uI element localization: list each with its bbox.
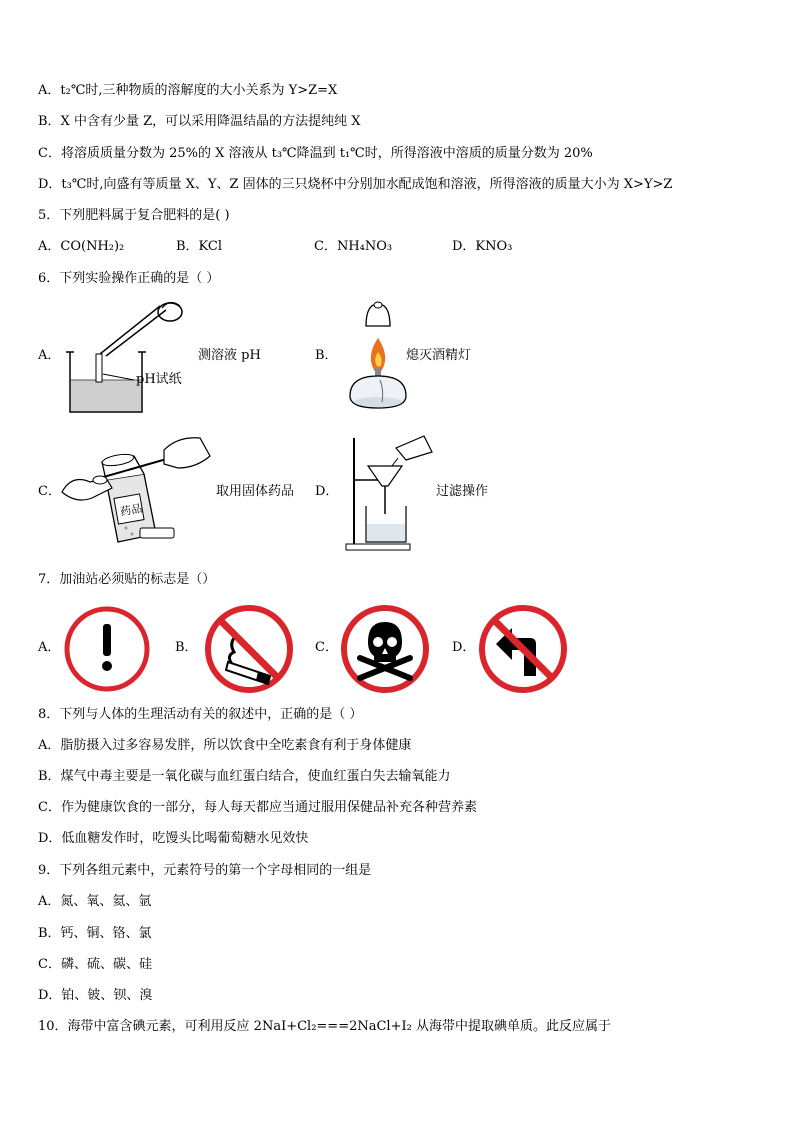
no-smoking-sign-icon	[204, 604, 294, 694]
ph-paper-label: pH试纸	[136, 372, 182, 387]
q6-option-a: A．	[38, 348, 61, 363]
q6-c-caption: 取用固体药品	[216, 484, 295, 499]
q5-option-d: D．KNO₃	[452, 239, 513, 254]
q6-d-caption: 过滤操作	[436, 484, 489, 499]
q10-stem: 10．海带中富含碘元素，可利用反应 2NaI+Cl₂===2NaCl+I₂ 从海带中提取碘单质。此反应属于	[38, 1019, 611, 1034]
q5-stem: 5．下列肥料属于复合肥料的是( )	[38, 208, 230, 223]
q4-option-c: C．将溶质质量分数为 25%的 X 溶液从 t₃℃降温到 t₁℃时，所得溶液中溶质的质量分数为 20%	[38, 146, 593, 161]
exclamation-warning-sign-icon	[64, 606, 150, 692]
hand-spoon-reagent-bottle-icon	[60, 430, 212, 548]
q9-option-d: D．铂、铍、钡、溴	[38, 988, 153, 1003]
q9-option-c: C．磷、硫、碳、硅	[38, 957, 152, 972]
q9-option-b: B．钙、铜、铬、氯	[38, 926, 152, 941]
q7-stem: 7．加油站必须贴的标志是（）	[38, 572, 216, 587]
alcohol-lamp-cap-icon	[340, 296, 410, 414]
q5-option-a: A．CO(NH₂)₂	[38, 239, 125, 254]
q9-option-a: A．氮、氧、氦、氩	[38, 894, 152, 909]
q6-b-caption: 熄灭酒精灯	[406, 348, 472, 363]
q5-option-b: B．KCl	[176, 239, 223, 254]
q7-option-c: C．	[315, 640, 338, 655]
q7-option-b: B．	[175, 640, 198, 655]
q7-option-d: D．	[452, 640, 476, 655]
q4-option-a: A．t₂℃时,三种物质的溶解度的大小关系为 Y>Z=X	[38, 83, 338, 98]
q8-stem: 8．下列与人体的生理活动有关的叙述中，正确的是（ ）	[38, 707, 363, 722]
q4-option-d: D．t₃℃时,向盛有等质量 X、Y、Z 固体的三只烧杯中分别加水配成饱和溶液，所得溶液的质量大小为 X>Y>Z	[38, 177, 673, 192]
q8-option-d: D．低血糖发作时，吃馒头比喝葡萄糖水见效快	[38, 831, 309, 846]
q9-stem: 9．下列各组元素中，元素符号的第一个字母相同的一组是	[38, 863, 372, 878]
q8-option-c: C．作为健康饮食的一部分，每人每天都应当通过服用保健品补充各种营养素	[38, 800, 477, 815]
filtration-stand-funnel-icon	[340, 430, 440, 554]
q4-option-b: B．X 中含有少量 Z，可以采用降温结晶的方法提纯纯 X	[38, 114, 361, 129]
no-left-turn-sign-icon	[478, 604, 568, 694]
q6-option-b: B．	[315, 348, 338, 363]
q5-option-c: C．NH₄NO₃	[314, 239, 393, 254]
reagent-bottle-label: 药品	[119, 501, 144, 519]
q6-stem: 6．下列实验操作正确的是（ ）	[38, 271, 220, 286]
q6-a-caption: 测溶液 pH	[198, 348, 261, 363]
q7-option-a: A．	[38, 640, 61, 655]
beaker-tongs-ph-paper-icon	[62, 296, 192, 418]
q8-option-b: B．煤气中毒主要是一氧化碳与血红蛋白结合，使血红蛋白失去输氧能力	[38, 769, 451, 784]
skull-poison-sign-icon	[340, 604, 430, 694]
q8-option-a: A．脂肪摄入过多容易发胖，所以饮食中全吃素食有利于身体健康	[38, 738, 412, 753]
q6-option-c: C．	[38, 484, 61, 499]
q6-option-d: D．	[315, 484, 339, 499]
